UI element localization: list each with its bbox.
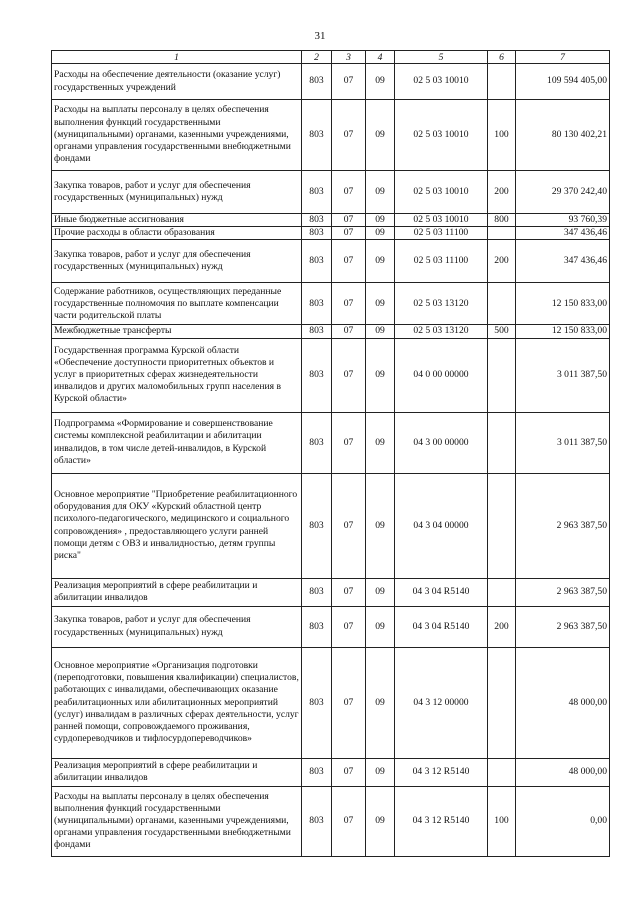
amount: 2 963 387,50 xyxy=(516,473,610,578)
subsection-code: 09 xyxy=(366,647,395,758)
subsection-code: 09 xyxy=(366,473,395,578)
expense-name: Закупка товаров, работ и услуг для обеспечения государственных (муниципальных) нужд xyxy=(52,606,302,647)
expense-type-code xyxy=(488,647,516,758)
ministry-code: 803 xyxy=(302,100,332,171)
table-row xyxy=(52,227,610,240)
section-code: 07 xyxy=(332,473,366,578)
budget-table xyxy=(51,50,610,857)
target-article-code: 02 5 03 11100 xyxy=(395,227,488,240)
subsection-code: 09 xyxy=(366,171,395,214)
subsection-code: 09 xyxy=(366,240,395,283)
subsection-code: 09 xyxy=(366,786,395,856)
amount: 3 011 387,50 xyxy=(516,338,610,412)
expense-name: Государственная программа Курской области «Обеспечение доступности приоритетных объектов и услуг в приоритетных сферах жизнедеятельности инвалидов и других маломобильных групп населения в Курской области» xyxy=(52,338,302,412)
section-code: 07 xyxy=(332,786,366,856)
expense-name: Иные бюджетные ассигнования xyxy=(52,214,302,227)
target-article-code: 04 3 04 R5140 xyxy=(395,578,488,606)
expense-type-code: 800 xyxy=(488,214,516,227)
expense-type-code: 200 xyxy=(488,240,516,283)
expense-type-code xyxy=(488,578,516,606)
section-code: 07 xyxy=(332,64,366,100)
table-row xyxy=(52,606,610,647)
subsection-code: 09 xyxy=(366,758,395,786)
section-code: 07 xyxy=(332,325,366,338)
expense-type-code: 100 xyxy=(488,786,516,856)
column-header: 1 xyxy=(52,51,302,64)
expense-type-code xyxy=(488,412,516,473)
ministry-code: 803 xyxy=(302,214,332,227)
expense-name: Реализация мероприятий в сфере реабилитации и абилитации инвалидов xyxy=(52,758,302,786)
target-article-code: 02 5 03 13120 xyxy=(395,283,488,325)
subsection-code: 09 xyxy=(366,578,395,606)
ministry-code: 803 xyxy=(302,283,332,325)
subsection-code: 09 xyxy=(366,325,395,338)
amount: 0,00 xyxy=(516,786,610,856)
expense-name: Расходы на выплаты персоналу в целях обеспечения выполнения функций государственными (муниципальными) органами, казенными учреждениями, органами управления государственными внебюджетными фондами xyxy=(52,786,302,856)
amount: 109 594 405,00 xyxy=(516,64,610,100)
target-article-code: 02 5 03 13120 xyxy=(395,325,488,338)
expense-type-code: 100 xyxy=(488,100,516,171)
amount: 347 436,46 xyxy=(516,240,610,283)
section-code: 07 xyxy=(332,100,366,171)
expense-type-code: 500 xyxy=(488,325,516,338)
table-row xyxy=(52,473,610,578)
target-article-code: 04 3 12 R5140 xyxy=(395,786,488,856)
table-row xyxy=(52,338,610,412)
expense-type-code xyxy=(488,283,516,325)
section-code: 07 xyxy=(332,283,366,325)
amount: 3 011 387,50 xyxy=(516,412,610,473)
ministry-code: 803 xyxy=(302,412,332,473)
target-article-code: 04 3 12 00000 xyxy=(395,647,488,758)
amount: 93 760,39 xyxy=(516,214,610,227)
amount: 29 370 242,40 xyxy=(516,171,610,214)
target-article-code: 04 0 00 00000 xyxy=(395,338,488,412)
table-row xyxy=(52,283,610,325)
subsection-code: 09 xyxy=(366,283,395,325)
section-code: 07 xyxy=(332,214,366,227)
amount: 2 963 387,50 xyxy=(516,606,610,647)
ministry-code: 803 xyxy=(302,473,332,578)
expense-type-code: 200 xyxy=(488,171,516,214)
amount: 48 000,00 xyxy=(516,758,610,786)
ministry-code: 803 xyxy=(302,758,332,786)
column-header: 4 xyxy=(366,51,395,64)
expense-name: Межбюджетные трансферты xyxy=(52,325,302,338)
amount: 12 150 833,00 xyxy=(516,325,610,338)
page-number: 31 xyxy=(314,30,326,42)
expense-name: Закупка товаров, работ и услуг для обеспечения государственных (муниципальных) нужд xyxy=(52,171,302,214)
ministry-code: 803 xyxy=(302,325,332,338)
target-article-code: 04 3 04 R5140 xyxy=(395,606,488,647)
column-header: 3 xyxy=(332,51,366,64)
table-row xyxy=(52,647,610,758)
ministry-code: 803 xyxy=(302,338,332,412)
expense-name: Содержание работников, осуществляющих переданные государственные полномочия по выплате компенсации части родительской платы xyxy=(52,283,302,325)
amount: 48 000,00 xyxy=(516,647,610,758)
section-code: 07 xyxy=(332,227,366,240)
target-article-code: 02 5 03 10010 xyxy=(395,64,488,100)
amount: 347 436,46 xyxy=(516,227,610,240)
table-row xyxy=(52,325,610,338)
section-code: 07 xyxy=(332,758,366,786)
ministry-code: 803 xyxy=(302,64,332,100)
ministry-code: 803 xyxy=(302,227,332,240)
subsection-code: 09 xyxy=(366,412,395,473)
amount: 2 963 387,50 xyxy=(516,578,610,606)
ministry-code: 803 xyxy=(302,240,332,283)
expense-type-code xyxy=(488,473,516,578)
target-article-code: 04 3 04 00000 xyxy=(395,473,488,578)
expense-type-code xyxy=(488,338,516,412)
target-article-code: 04 3 12 R5140 xyxy=(395,758,488,786)
section-code: 07 xyxy=(332,171,366,214)
column-header: 7 xyxy=(516,51,610,64)
table-row xyxy=(52,171,610,214)
subsection-code: 09 xyxy=(366,100,395,171)
ministry-code: 803 xyxy=(302,578,332,606)
target-article-code: 02 5 03 10010 xyxy=(395,100,488,171)
table-row xyxy=(52,64,610,100)
ministry-code: 803 xyxy=(302,606,332,647)
amount: 12 150 833,00 xyxy=(516,283,610,325)
ministry-code: 803 xyxy=(302,786,332,856)
column-header: 2 xyxy=(302,51,332,64)
target-article-code: 02 5 03 10010 xyxy=(395,214,488,227)
table-row xyxy=(52,786,610,856)
table-row xyxy=(52,100,610,171)
table-row xyxy=(52,412,610,473)
subsection-code: 09 xyxy=(366,606,395,647)
section-code: 07 xyxy=(332,578,366,606)
table-row xyxy=(52,240,610,283)
subsection-code: 09 xyxy=(366,227,395,240)
target-article-code: 02 5 03 10010 xyxy=(395,171,488,214)
expense-type-code xyxy=(488,227,516,240)
column-number-row xyxy=(52,51,610,64)
table-row xyxy=(52,758,610,786)
column-header: 5 xyxy=(395,51,488,64)
section-code: 07 xyxy=(332,240,366,283)
expense-name: Расходы на обеспечение деятельности (оказание услуг) государственных учреждений xyxy=(52,64,302,100)
expense-name: Реализация мероприятий в сфере реабилитации и абилитации инвалидов xyxy=(52,578,302,606)
expense-type-code xyxy=(488,64,516,100)
section-code: 07 xyxy=(332,606,366,647)
expense-name: Основное мероприятие "Приобретение реабилитационного оборудования для ОКУ «Курский областной центр психолого-педагогического, медицинского и социального сопровождения» , предоставляющего услуги ранней помощи детям с ОВЗ и инвалидностью, детям группы риска" xyxy=(52,473,302,578)
expense-type-code: 200 xyxy=(488,606,516,647)
amount: 80 130 402,21 xyxy=(516,100,610,171)
table-row xyxy=(52,578,610,606)
section-code: 07 xyxy=(332,647,366,758)
expense-type-code xyxy=(488,758,516,786)
section-code: 07 xyxy=(332,412,366,473)
expense-name: Закупка товаров, работ и услуг для обеспечения государственных (муниципальных) нужд xyxy=(52,240,302,283)
target-article-code: 04 3 00 00000 xyxy=(395,412,488,473)
expense-name: Подпрограмма «Формирование и совершенствование системы комплексной реабилитации и абилитации инвалидов, в том числе детей-инвалидов, в Курской области» xyxy=(52,412,302,473)
column-header: 6 xyxy=(488,51,516,64)
subsection-code: 09 xyxy=(366,214,395,227)
table-row xyxy=(52,214,610,227)
ministry-code: 803 xyxy=(302,647,332,758)
expense-name: Расходы на выплаты персоналу в целях обеспечения выполнения функций государственными (муниципальными) органами, казенными учреждениями, органами управления государственными внебюджетными фондами xyxy=(52,100,302,171)
section-code: 07 xyxy=(332,338,366,412)
target-article-code: 02 5 03 11100 xyxy=(395,240,488,283)
subsection-code: 09 xyxy=(366,64,395,100)
expense-name: Прочие расходы в области образования xyxy=(52,227,302,240)
ministry-code: 803 xyxy=(302,171,332,214)
expense-name: Основное мероприятие «Организация подготовки (переподготовки, повышения квалификации) специалистов, работающих с инвалидами, обеспечивающих оказание реабилитационных или абилитационных мероприятий (услуг) инвалидам в различных сферах деятельности, услуг ранней помощи, сопровождаемого проживания, сурдопереводчиков и тифлосурдопереводчиков» xyxy=(52,647,302,758)
subsection-code: 09 xyxy=(366,338,395,412)
